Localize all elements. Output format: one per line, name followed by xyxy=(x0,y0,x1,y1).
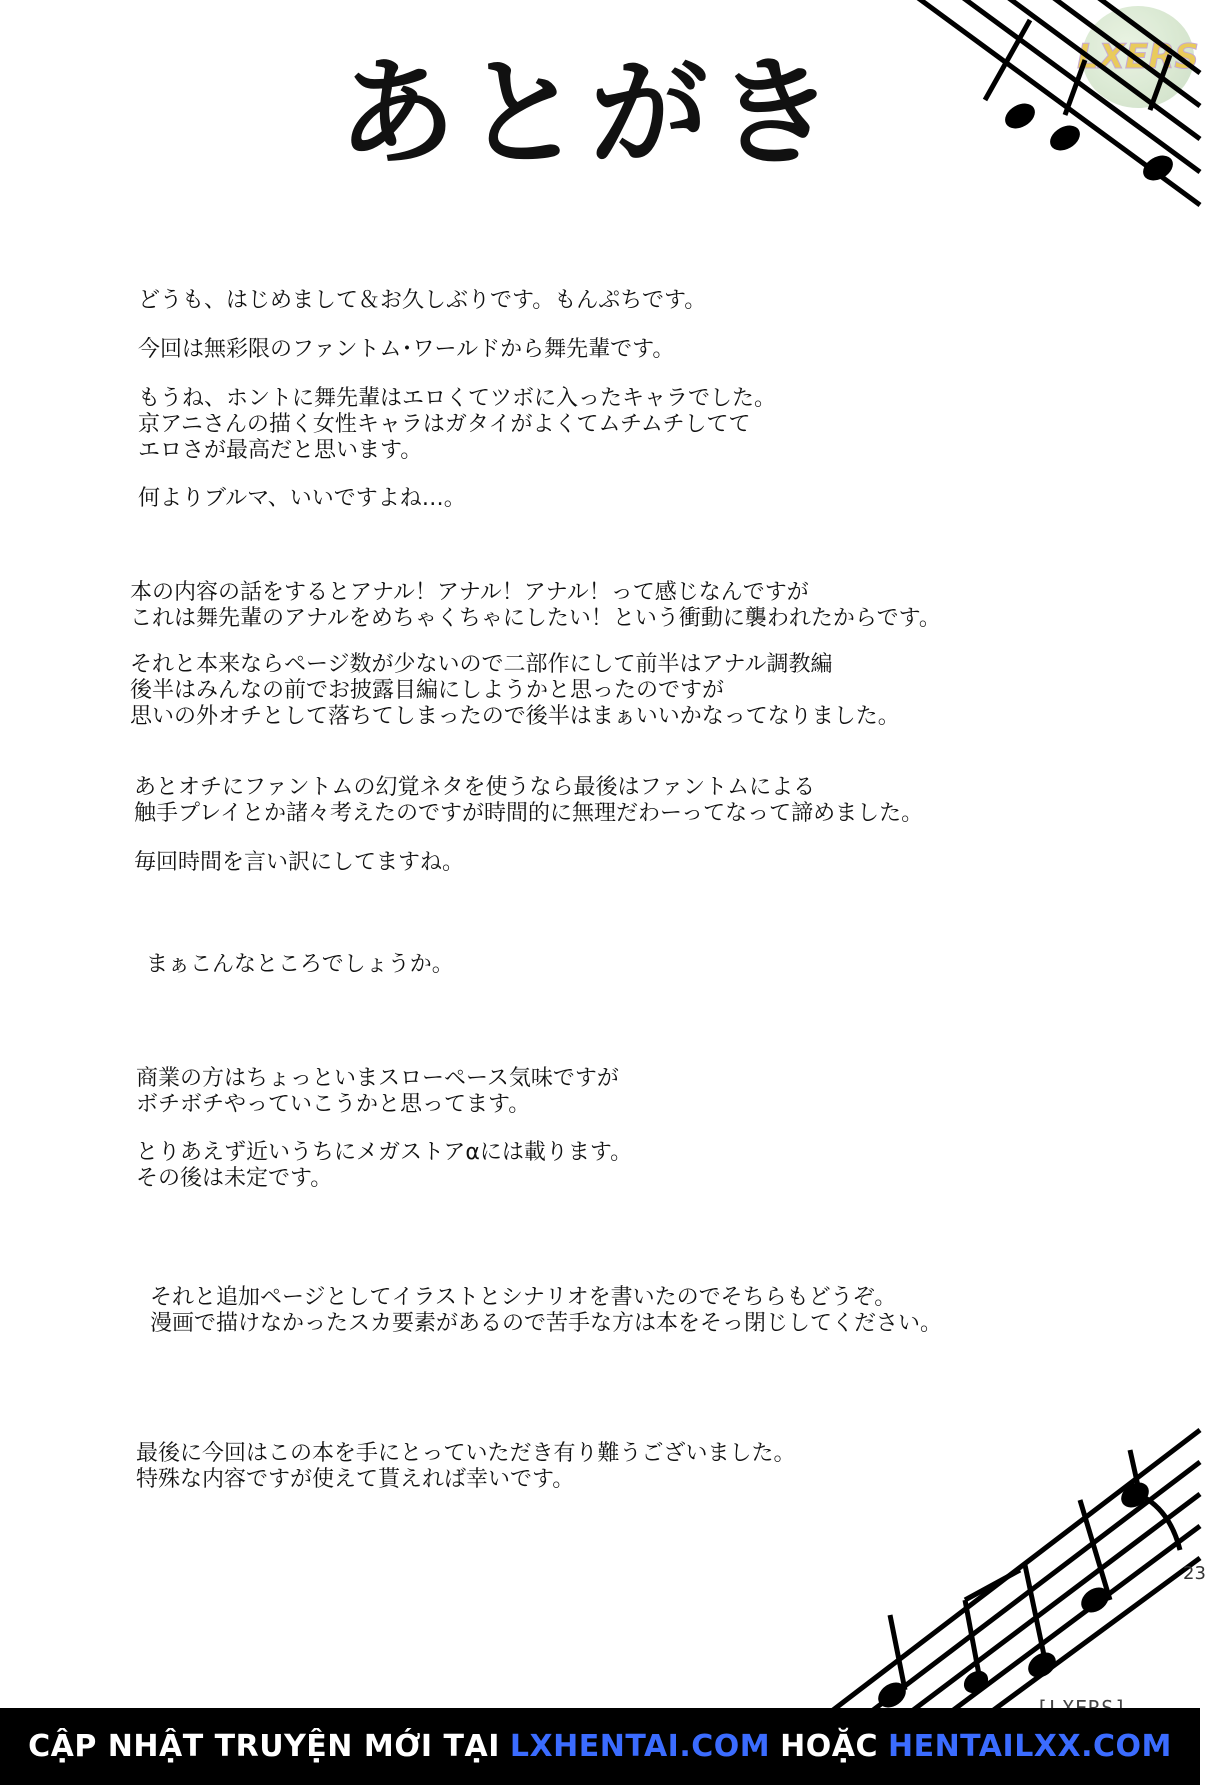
paragraph-line: それと追加ページとしてイラストとシナリオを書いたのでそちらもどうぞ。 xyxy=(150,1285,897,1310)
paragraph-5 xyxy=(130,580,941,632)
paragraph-line: 本の内容の話をするとアナル！アナル！アナル！って感じなんですが xyxy=(130,580,809,605)
paragraph-line: まぁこんなところでしょうか。 xyxy=(146,952,454,977)
footer-text-update: CẬP NHẬT TRUYỆN MỚI TẠI xyxy=(28,1729,500,1764)
paragraph-line: 漫画で描けなかったスカ要素があるので苦手な方は本をそっ閉じしてください。 xyxy=(150,1311,943,1336)
page-title: あとがき xyxy=(337,43,842,182)
paragraph-4 xyxy=(138,486,466,512)
paragraph-line: あとオチにファントムの幻覚ネタを使うなら最後はファントムによる xyxy=(134,775,816,800)
paragraph-line: それと本来ならページ数が少ないので二部作にして前半はアナル調教編 xyxy=(130,652,833,677)
paragraph-line: 商業の方はちょっといまスローペース気味ですが xyxy=(136,1066,619,1091)
paragraph-line: これは舞先輩のアナルをめちゃくちゃにしたい！という衝動に襲われたからです。 xyxy=(130,606,941,631)
page-number: 23 xyxy=(1183,1563,1206,1584)
paragraph-11 xyxy=(136,1140,632,1192)
paragraph-line: 特殊な内容ですが使えて貰えれば幸いです。 xyxy=(136,1467,575,1492)
footer-text-or: HOẶC xyxy=(780,1729,878,1764)
paragraph-10 xyxy=(136,1066,619,1118)
paragraph-line: ボチボチやっていこうかと思ってます。 xyxy=(136,1092,531,1117)
paragraph-line: 毎回時間を言い訳にしてますね。 xyxy=(134,850,465,875)
footer-banner xyxy=(0,1708,1200,1785)
footer-link-hentailxx[interactable]: HENTAILXX.COM xyxy=(887,1729,1172,1764)
paragraph-2 xyxy=(138,337,674,363)
paragraph-line: 今回は無彩限のファントム･ワールドから舞先輩です。 xyxy=(138,337,675,362)
footer-link-lxhentai[interactable]: LXHENTAI.COM xyxy=(509,1729,771,1764)
paragraph-13 xyxy=(136,1441,796,1493)
music-staff-bottom-decoration xyxy=(780,1400,1200,1720)
paragraph-3 xyxy=(138,386,776,464)
paragraph-line: 京アニさんの描く女性キャラはガタイがよくてムチムチしてて xyxy=(138,412,751,437)
paragraph-line: とりあえず近いうちにメガストアαには載ります。 xyxy=(136,1140,633,1165)
paragraph-8 xyxy=(134,850,464,876)
paragraph-line: 触手プレイとか諸々考えたのですが時間的に無理だわーってなって諦めました。 xyxy=(134,801,924,826)
paragraph-6 xyxy=(130,652,900,730)
paragraph-12 xyxy=(150,1285,942,1337)
paragraph-line: 最後に今回はこの本を手にとっていただき有り難うございました。 xyxy=(136,1441,796,1466)
watermark-logo-text: LXERS xyxy=(1077,37,1199,77)
paragraph-line: エロさが最高だと思います。 xyxy=(138,438,423,463)
paragraph-line: 後半はみんなの前でお披露目編にしようかと思ったのですが xyxy=(130,678,725,703)
paragraph-7 xyxy=(134,775,923,827)
paragraph-line: どうも、はじめまして＆お久しぶりです。もんぷちです。 xyxy=(138,288,707,313)
paragraph-line: 何よりブルマ、いいですよね…。 xyxy=(138,486,466,511)
paragraph-line: その後は未定です。 xyxy=(136,1166,333,1191)
paragraph-line: 思いの外オチとして落ちてしまったので後半はまぁいいかなってなりました。 xyxy=(130,704,900,729)
paragraph-line: もうね、ホントに舞先輩はエロくてツボに入ったキャラでした。 xyxy=(138,386,777,411)
paragraph-1 xyxy=(138,288,706,314)
paragraph-9 xyxy=(146,952,454,978)
